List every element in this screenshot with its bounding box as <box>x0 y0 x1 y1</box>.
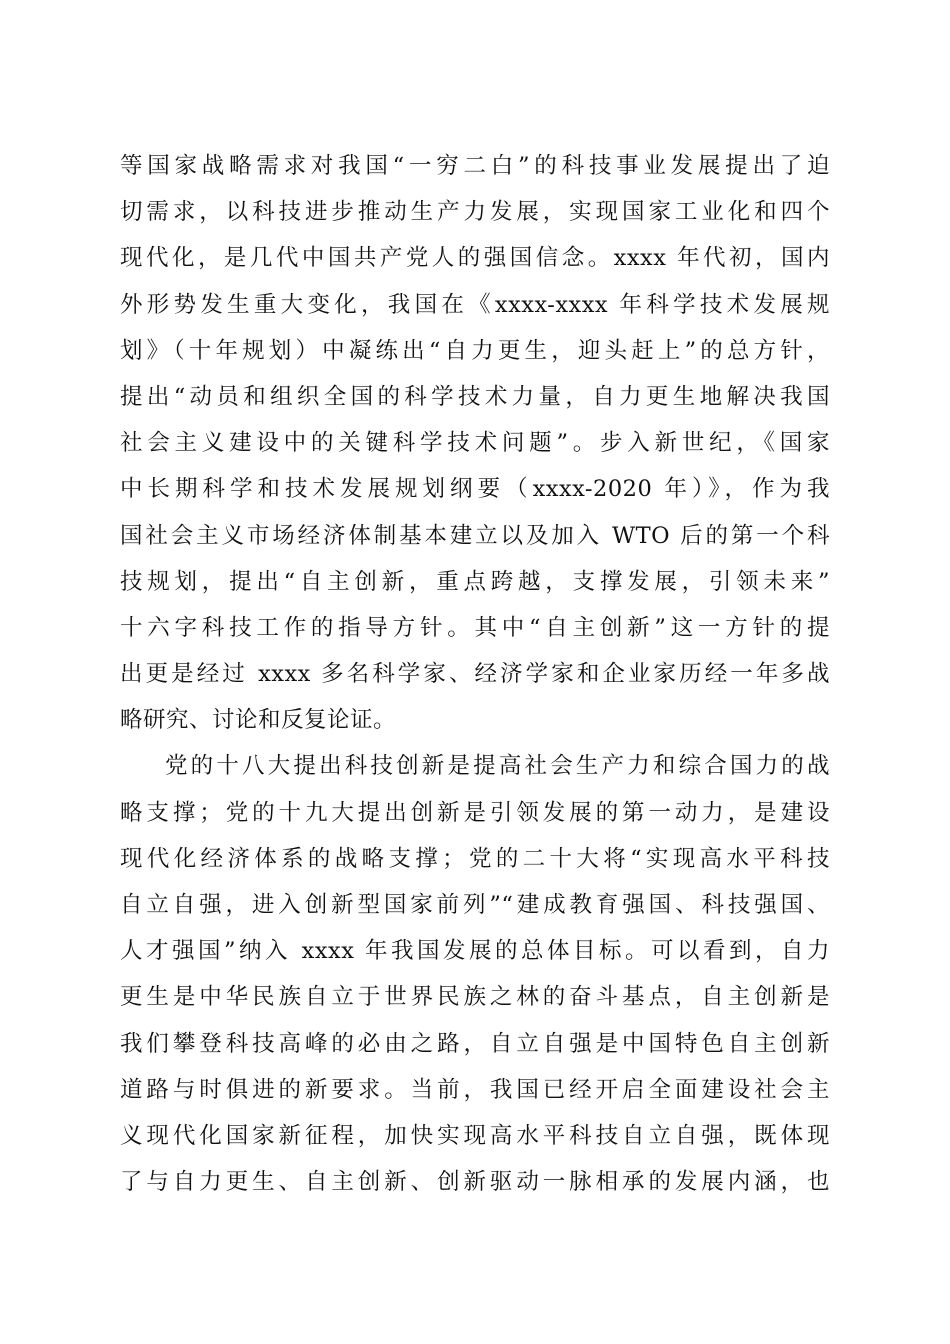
text-line: 党的十八大提出科技创新是提高社会生产力和综合国力的战 <box>165 753 830 780</box>
text-line: 自立自强，进入创新型国家前列”“建成教育强国、科技强国、 <box>120 892 830 918</box>
text-line: 国社会主义市场经济体制基本建立以及加入 WTO 后的第一个科 <box>120 522 830 549</box>
text-line: 道路与时俱进的新要求。当前，我国已经开启全面建设社会主 <box>120 1076 830 1103</box>
paragraph-2 <box>120 743 830 1205</box>
text-line: 了与自力更生、自主创新、创新驱动一脉相承的发展内涵，也 <box>120 1169 830 1196</box>
text-line: 我们攀登科技高峰的必由之路，自立自强是中国特色自主创新 <box>120 1030 830 1057</box>
text-line: 切需求，以科技进步推动生产力发展，实现国家工业化和四个 <box>120 199 830 226</box>
text-line: 划》（十年规划）中凝练出“自力更生，迎头赶上”的总方针， <box>120 337 830 364</box>
text-line: 十六字科技工作的指导方针。其中“自主创新”这一方针的提 <box>120 614 830 641</box>
text-line: 人才强国”纳入 xxxx 年我国发展的总体目标。可以看到，自力 <box>120 938 830 965</box>
text-line: 更生是中华民族自立于世界民族之林的奋斗基点，自主创新是 <box>120 984 830 1011</box>
text-line: 略支撑；党的十九大提出创新是引领发展的第一动力，是建设 <box>120 799 830 826</box>
text-line: 现代化经济体系的战略支撑；党的二十大将“实现高水平科技 <box>120 845 830 872</box>
text-line: 中长期科学和技术发展规划纲要（xxxx-2020 年）》，作为我 <box>120 476 830 503</box>
body-text <box>120 143 830 1205</box>
text-line: 社会主义建设中的关键科学技术问题”。步入新世纪，《国家 <box>120 430 830 457</box>
text-line: 等国家战略需求对我国“一穷二白”的科技事业发展提出了迫 <box>120 153 830 179</box>
text-line: 外形势发生重大变化，我国在《xxxx-xxxx 年科学技术发展规 <box>120 291 830 318</box>
text-line: 现代化，是几代中国共产党人的强国信念。xxxx 年代初，国内 <box>120 245 830 272</box>
paragraph-1 <box>120 143 830 743</box>
text-line: 技规划，提出“自主创新，重点跨越，支撑发展，引领未来” <box>120 568 830 595</box>
text-line: 提出“动员和组织全国的科学技术力量，自力更生地解决我国 <box>120 383 830 410</box>
text-line: 出更是经过 xxxx 多名科学家、经济学家和企业家历经一年多战 <box>120 661 830 688</box>
text-line: 略研究、讨论和反复论证。 <box>120 707 397 734</box>
text-line: 义现代化国家新征程，加快实现高水平科技自立自强，既体现 <box>120 1122 830 1149</box>
